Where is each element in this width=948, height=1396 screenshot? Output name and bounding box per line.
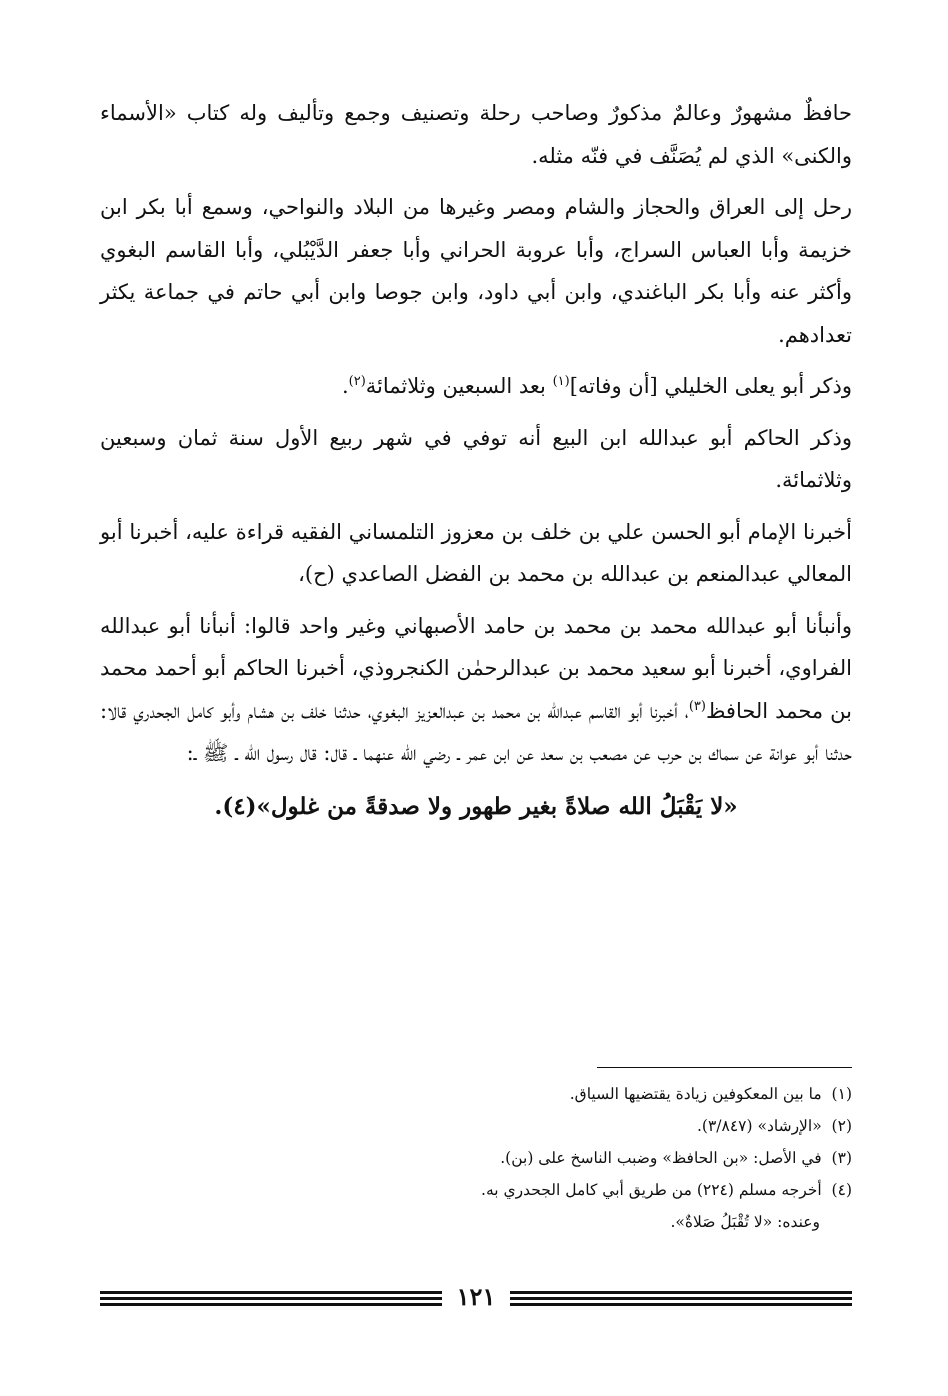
footnote-ref-1: (١) (552, 374, 570, 389)
footnote-text: في الأصل: «بن الحافظ» وضبب الناسخ على (بن). (500, 1149, 822, 1167)
footnote-ref-2: (٢) (348, 374, 366, 389)
footnote-text: أخرجه مسلم (٢٢٤) من طريق أبي كامل الجحدري به. (481, 1181, 822, 1199)
footnote-number: (٢) (831, 1117, 852, 1135)
footnote-text: ما بين المعكوفين زيادة يقتضيها السياق. (569, 1085, 822, 1103)
footnote-ref-3: (٣) (688, 698, 706, 714)
khalili-end: . (341, 374, 349, 398)
decorative-rule-left (100, 1291, 442, 1313)
footnote-number: (٤) (831, 1181, 852, 1199)
paragraph-isnad (100, 605, 852, 775)
isnad-text-1: وأنبأنا أبو عبدالله محمد بن محمد بن حامد الأصبهاني وغير واحد قالوا: أنبأنا أبو عبدالله الفراوي، أخبرنا أبو سعيد محمد بن عبدالرحمٰن الكنجروذي، أخبرنا الحاكم أبو أحمد محمد بن محمد الحافظ (100, 613, 852, 723)
footnotes (112, 1078, 852, 1238)
footnote-4-continuation: وعنده: «لا تُقْبَلُ صَلاةٌ». (670, 1213, 820, 1231)
paragraph-akhbarana: أخبرنا الإمام أبو الحسن علي بن خلف بن معزوز التلمساني الفقيه قراءة عليه، أخبرنا أبو المعالي عبدالمنعم بن عبدالله بن محمد بن الفضل الصاعدي (ح)، (100, 519, 853, 586)
main-text (100, 92, 852, 830)
footnote-text: «الإرشاد» (٣/٨٤٧). (696, 1117, 822, 1135)
isnad-text-2: ، أخبرنا أبو القاسم عبدالله بن محمد بن عبدالعزيز البغوي، حدثنا خلف بن هشام وأبو كامل الجحدري قالا: حدثنا أبو عوانة عن سماك بن حرب عن مصعب بن سعد عن ابن عمر ـ رضي الله عنهما ـ قال: قال رسول الله ـ ﷺ ـ: (100, 698, 852, 765)
paragraph-khalili (100, 365, 852, 408)
page-number: ١٢١ (456, 1282, 496, 1311)
footnote-3 (112, 1142, 852, 1174)
footnote-separator (597, 1067, 852, 1068)
paragraph-hakim: وذكر الحاكم أبو عبدالله ابن البيع أنه توفي في شهر ربيع الأول سنة ثمان وسبعين وثلاثمائة. (100, 425, 852, 492)
footnote-1 (112, 1078, 852, 1110)
footnote-number: (٣) (831, 1149, 852, 1167)
hadith-text (100, 784, 852, 830)
footnote-2 (112, 1110, 852, 1142)
hadith-end: . (214, 792, 223, 820)
footnote-ref-4: (٤) (222, 792, 257, 820)
hadith-body: «لا يَقْبَلُ الله صلاةً بغير طهور ولا صدقةً من غلول» (256, 792, 738, 820)
paragraph-travels: رحل إلى العراق والحجاز والشام ومصر وغيرها من البلاد والنواحي، وسمع أبا بكر ابن خزيمة وأبا العباس السراج، وأبا عروبة الحراني وأبا جعفر الدَّيْبُلي، وأبا القاسم البغوي وأكثر عنه وأبا بكر الباغندي، وابن أبي داود، وابن جوصا وابن أبي حاتم في جماعة يكثر تعدادهم. (100, 195, 852, 347)
footnote-4 (112, 1174, 852, 1206)
khalili-text-1: وذكر أبو يعلى الخليلي [أن وفاته] (569, 374, 852, 398)
footnote-number: (١) (831, 1085, 852, 1103)
decorative-rule-right (510, 1291, 852, 1313)
page-footer (100, 1282, 852, 1318)
paragraph-intro: حافظٌ مشهورٌ وعالمٌ مذكورٌ وصاحب رحلة وتصنيف وجمع وتأليف وله كتاب «الأسماء والكنى» الذي لم يُصَنَّف في فنّه مثله. (100, 101, 852, 168)
khalili-text-2: بعد السبعين وثلاثمائة (365, 374, 553, 398)
